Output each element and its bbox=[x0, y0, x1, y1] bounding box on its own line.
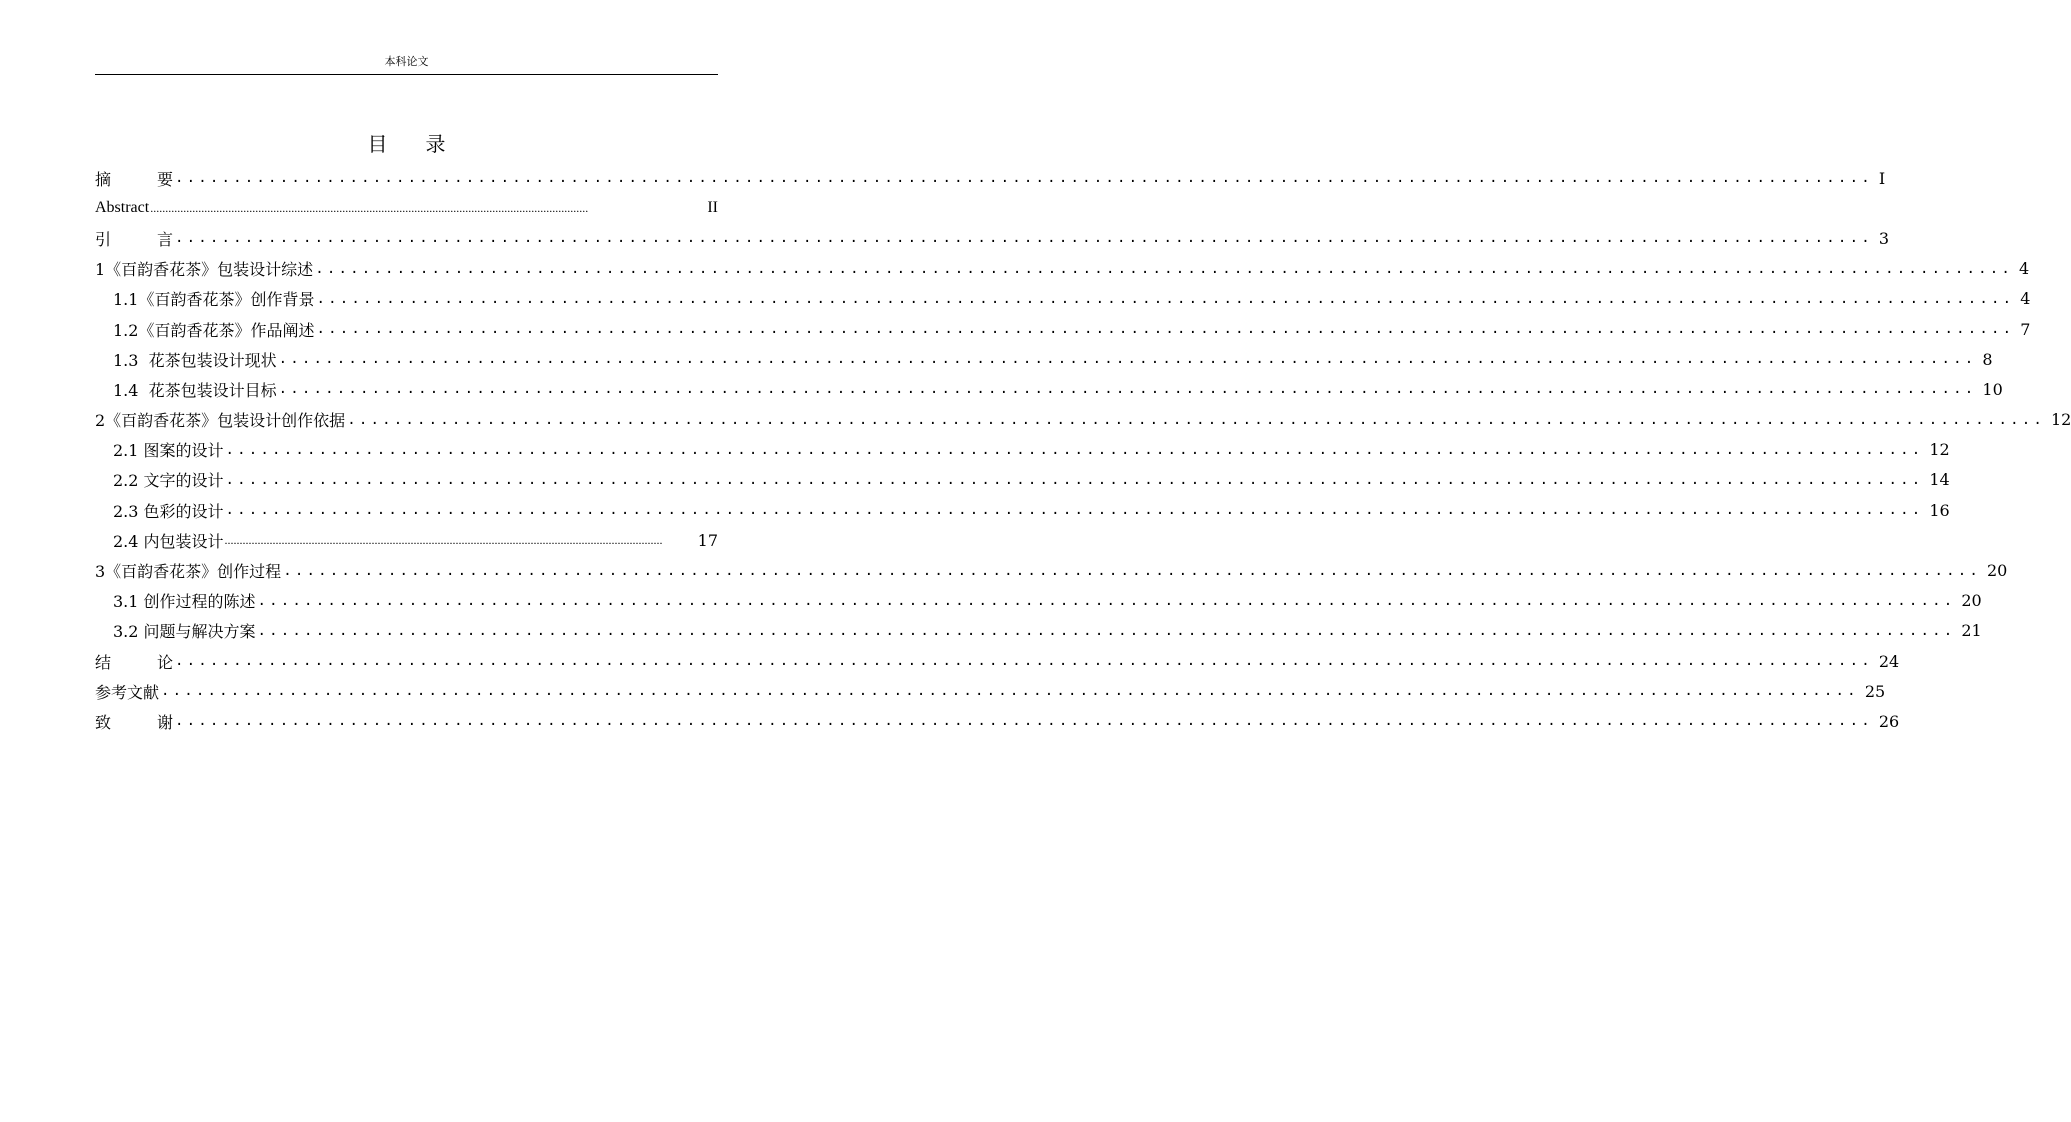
toc-entry-page: 10 bbox=[1982, 379, 2003, 399]
toc-entry-label: 2.1 图案的设计 bbox=[113, 441, 224, 461]
toc-entry-section-2-1[interactable] bbox=[95, 435, 1950, 465]
toc-entry-section-1-3[interactable] bbox=[95, 344, 1993, 374]
dot-leader: .................................................................................................................................................. bbox=[150, 201, 589, 216]
toc-entry-label: 3.2 问题与解决方案 bbox=[113, 622, 256, 642]
toc-entry-introduction[interactable] bbox=[95, 223, 1890, 253]
toc-title bbox=[95, 130, 718, 158]
dot-leader: .................................................................................................................................................. bbox=[315, 260, 2013, 277]
toc-entry-page: 4 bbox=[2018, 259, 2030, 279]
dot-leader: .................................................................................................................................................. bbox=[257, 592, 1956, 609]
dot-leader: .................................................................................................................................................. bbox=[347, 411, 2045, 428]
toc-entry-label: 2.2 文字的设计 bbox=[113, 471, 224, 491]
dot-leader: .................................................................................................................................................. bbox=[225, 502, 1924, 519]
toc-entry-page: 16 bbox=[1929, 500, 1950, 520]
toc-entry-label: 结 论 bbox=[95, 652, 174, 672]
toc-entry-page: 20 bbox=[1986, 561, 2008, 581]
dot-leader: .................................................................................................................................................. bbox=[175, 170, 1873, 187]
table-of-contents bbox=[95, 163, 2071, 737]
toc-title-part2: 录 bbox=[425, 132, 446, 156]
toc-entry-page: 8 bbox=[1982, 349, 1993, 369]
toc-entry-label: 2.4 内包装设计 bbox=[113, 531, 224, 551]
dot-leader: .................................................................................................................................................. bbox=[175, 230, 1873, 247]
toc-entry-conclusion[interactable] bbox=[95, 646, 1900, 676]
toc-entry-label: 摘 要 bbox=[95, 169, 174, 189]
toc-entry-page: I bbox=[1878, 168, 1886, 188]
dot-leader: .................................................................................................................................................. bbox=[175, 653, 1873, 670]
toc-entry-page: 24 bbox=[1878, 651, 1900, 671]
toc-entry-section-2-4[interactable] bbox=[95, 525, 718, 555]
dot-leader: .................................................................................................................................................. bbox=[278, 351, 1977, 368]
toc-entry-section-2-3[interactable] bbox=[95, 495, 1950, 525]
toc-entry-label: 引 言 bbox=[95, 229, 174, 249]
toc-entry-page: 12 bbox=[1929, 440, 1950, 460]
toc-entry-abstract-cn[interactable] bbox=[95, 163, 1886, 193]
toc-entry-page: 26 bbox=[1878, 711, 1900, 731]
toc-entry-section-1-2[interactable] bbox=[95, 314, 2031, 344]
toc-entry-page: 17 bbox=[697, 530, 718, 550]
toc-entry-label: 1.4 花茶包装设计目标 bbox=[113, 380, 277, 400]
toc-entry-page: 20 bbox=[1961, 591, 1982, 611]
toc-entry-page: 21 bbox=[1961, 621, 1982, 641]
toc-entry-page: II bbox=[707, 199, 718, 217]
page-header bbox=[95, 54, 718, 75]
dot-leader: .................................................................................................................................................. bbox=[161, 683, 1859, 700]
toc-entry-section-1-4[interactable] bbox=[95, 374, 2003, 404]
dot-leader: .................................................................................................................................................. bbox=[257, 622, 1956, 639]
toc-entry-label: 2《百韵香花茶》包装设计创作依据 bbox=[95, 411, 346, 431]
toc-entry-page: 12 bbox=[2050, 410, 2071, 430]
toc-entry-label: 3《百韵香花茶》创作过程 bbox=[95, 562, 282, 582]
dot-leader: .................................................................................................................................................. bbox=[316, 321, 2015, 338]
dot-leader: .................................................................................................................................................. bbox=[283, 562, 1981, 579]
dot-leader: .................................................................................................................................................. bbox=[316, 290, 2015, 307]
dot-leader: .................................................................................................................................................. bbox=[224, 533, 663, 548]
toc-entry-section-2-2[interactable] bbox=[95, 465, 1950, 495]
toc-entry-section-3-2[interactable] bbox=[95, 616, 1982, 646]
dot-leader: .................................................................................................................................................. bbox=[225, 471, 1924, 488]
toc-entry-section-3-1[interactable] bbox=[95, 586, 1982, 616]
toc-entry-chapter-1[interactable] bbox=[95, 254, 2030, 284]
toc-entry-acknowledgements[interactable] bbox=[95, 706, 1900, 736]
toc-entry-label: 1.2《百韵香花茶》作品阐述 bbox=[113, 320, 315, 340]
dot-leader: .................................................................................................................................................. bbox=[175, 713, 1873, 730]
toc-entry-page: 25 bbox=[1864, 681, 1886, 701]
toc-entry-references[interactable] bbox=[95, 676, 1886, 706]
toc-entry-label: 3.1 创作过程的陈述 bbox=[113, 592, 256, 612]
toc-entry-chapter-3[interactable] bbox=[95, 555, 2008, 585]
toc-entry-page: 3 bbox=[1878, 228, 1890, 248]
toc-entry-label: 致 谢 bbox=[95, 712, 174, 732]
toc-entry-label: 1.1《百韵香花茶》创作背景 bbox=[113, 290, 315, 310]
toc-title-part1: 目 bbox=[367, 132, 388, 156]
toc-entry-page: 4 bbox=[2020, 289, 2031, 309]
toc-entry-label: 参考文献 bbox=[95, 682, 160, 702]
toc-entry-section-1-1[interactable] bbox=[95, 284, 2031, 314]
dot-leader: .................................................................................................................................................. bbox=[225, 441, 1924, 458]
dot-leader: .................................................................................................................................................. bbox=[278, 381, 1977, 398]
toc-entry-label: Abstract bbox=[95, 199, 150, 217]
toc-entry-abstract-en[interactable] bbox=[95, 193, 718, 223]
toc-entry-label: 2.3 色彩的设计 bbox=[113, 501, 224, 521]
header-text: 本科论文 bbox=[384, 55, 429, 68]
toc-entry-chapter-2[interactable] bbox=[95, 405, 2071, 435]
toc-entry-page: 7 bbox=[2020, 319, 2031, 339]
toc-entry-label: 1.3 花茶包装设计现状 bbox=[113, 350, 277, 370]
toc-entry-page: 14 bbox=[1929, 470, 1950, 490]
toc-entry-label: 1《百韵香花茶》包装设计综述 bbox=[95, 260, 314, 280]
